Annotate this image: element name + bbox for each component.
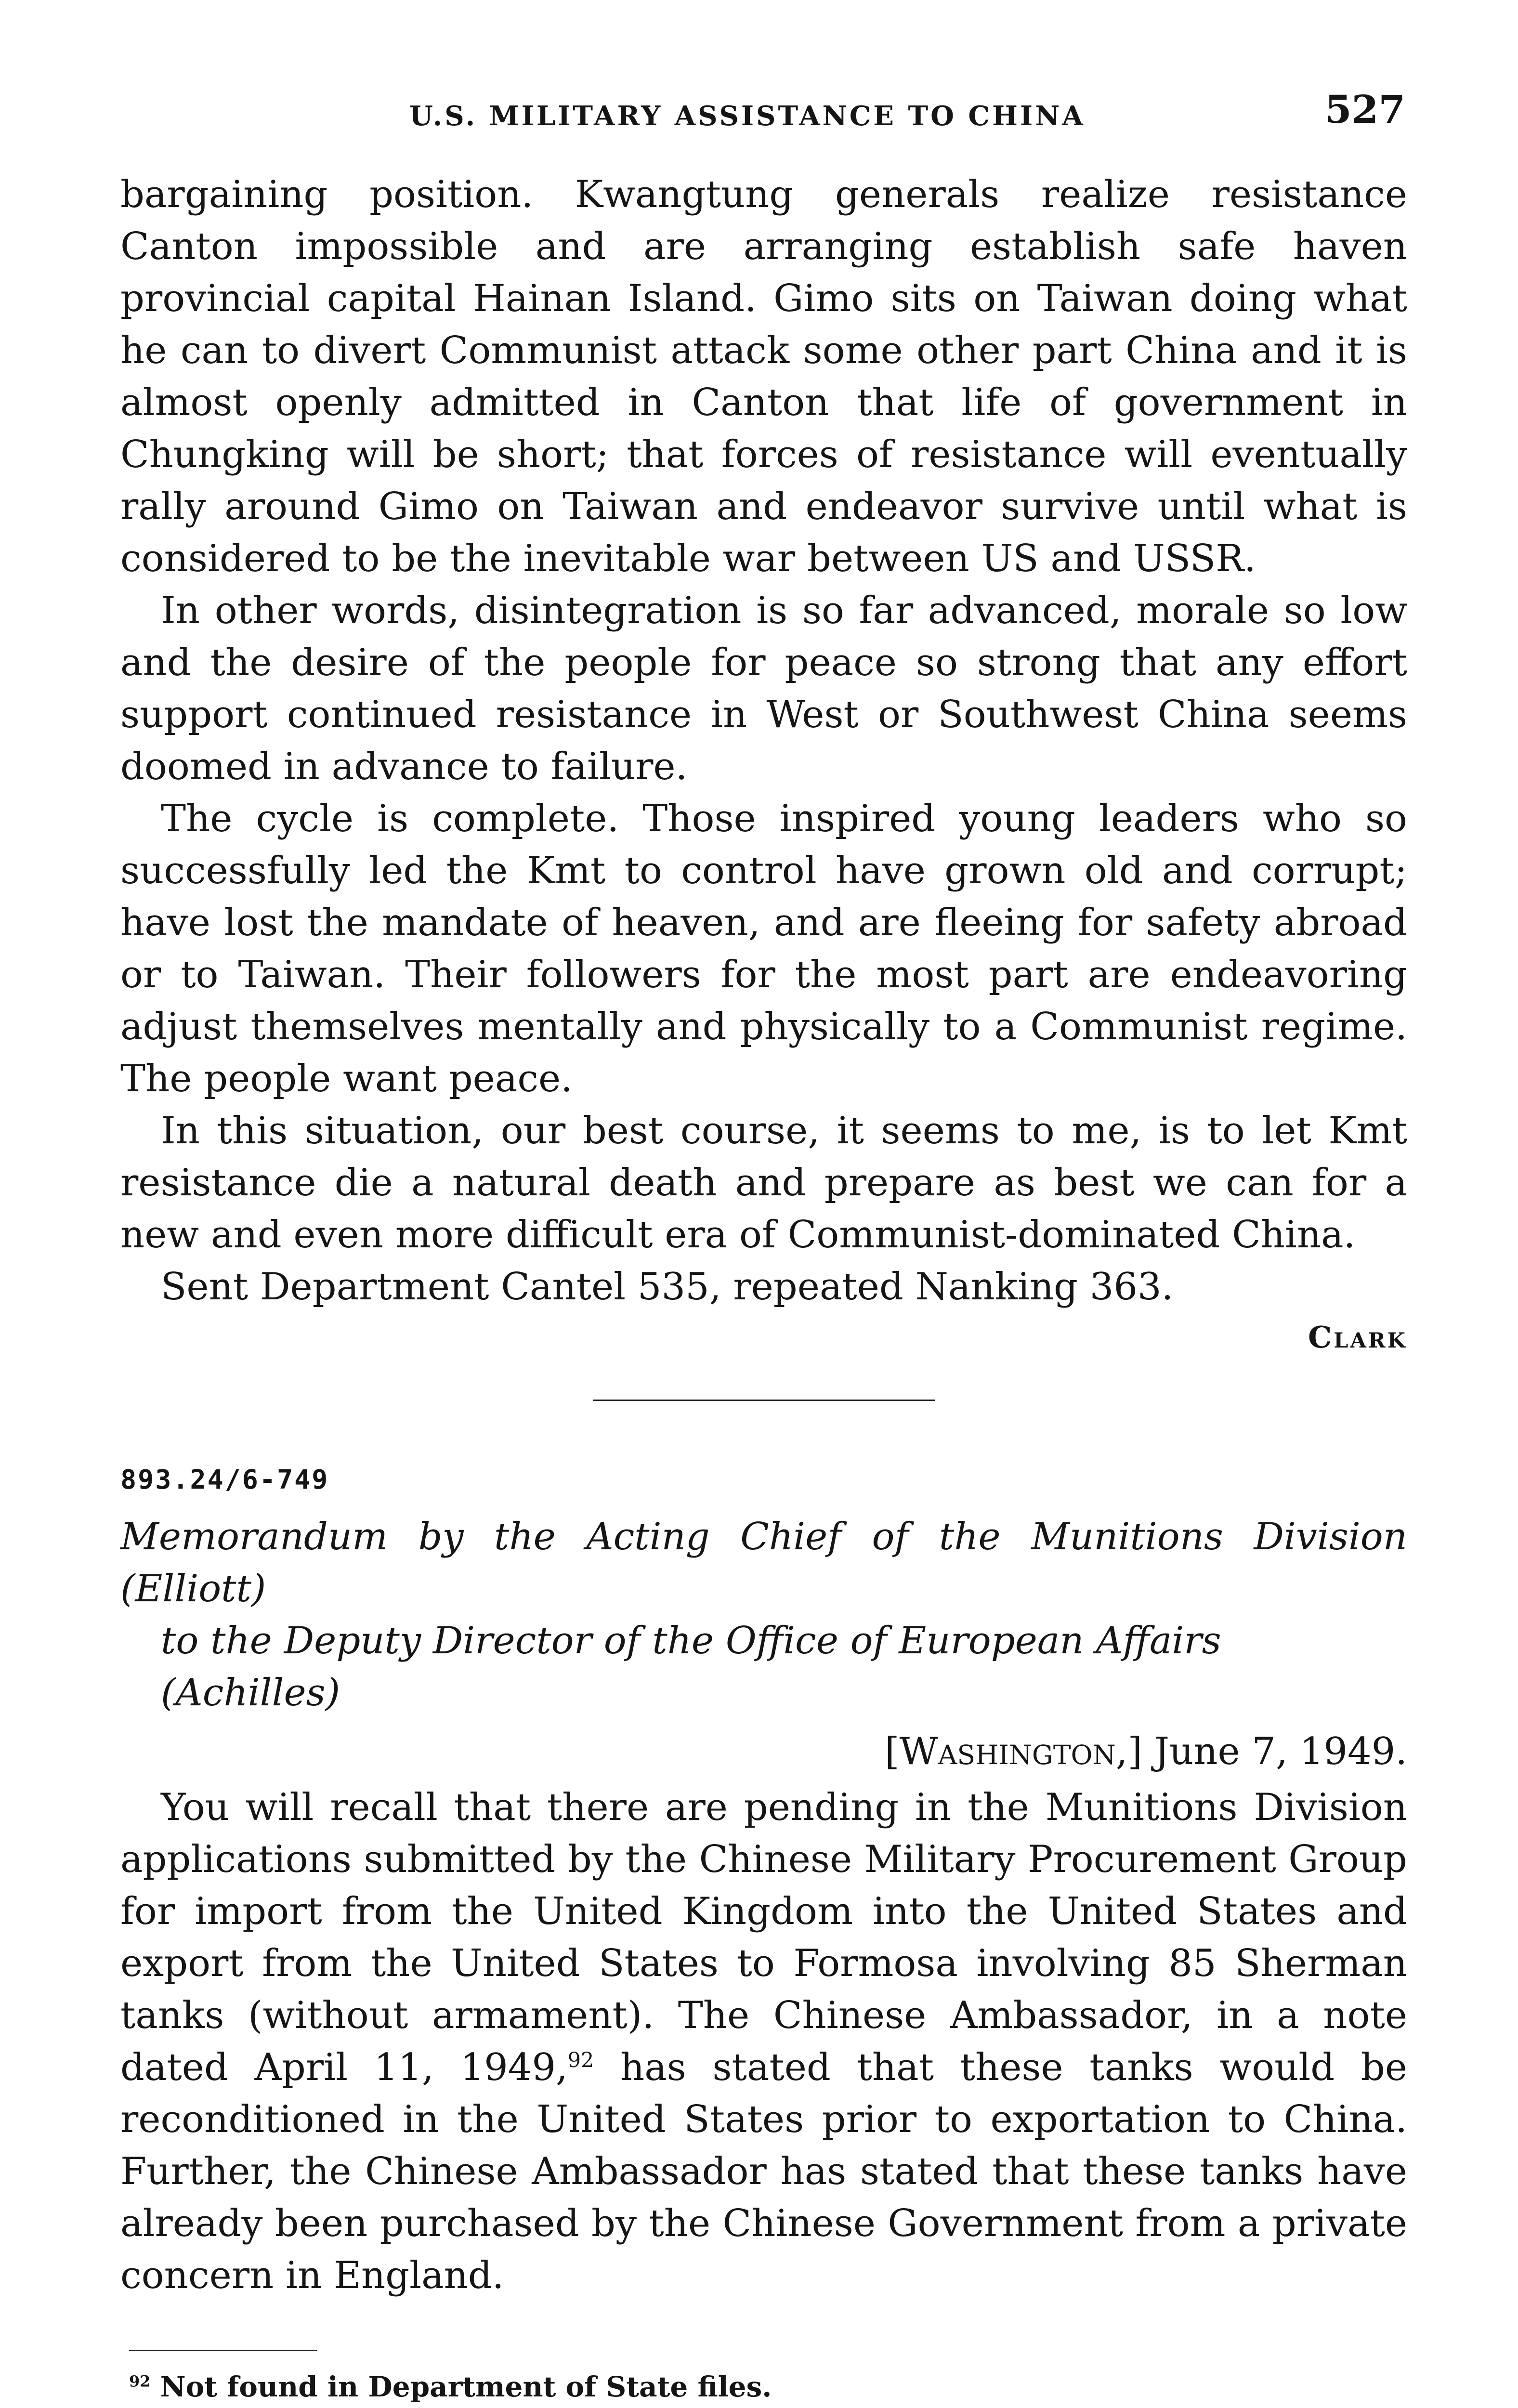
file-number: 893.24/6-749 (120, 1464, 329, 1495)
memo-date: June 7, 1949. (1154, 1730, 1407, 1773)
footnote (129, 2368, 1407, 2406)
running-head: U.S. MILITARY ASSISTANCE TO CHINA (409, 100, 1086, 132)
page-header (120, 87, 1407, 140)
memo-dateline (120, 1726, 1407, 1778)
section-divider (593, 1400, 935, 1401)
memo-body-part-2: has stated that these tanks would be reconditioned in the United States prior to exportation to China. Further, the Chinese Ambassador has stated that these tanks have already been purchased by the Chinese Government from a private concern in England. (120, 2046, 1407, 2297)
paragraph-3: The cycle is complete. Those inspired young leaders who so successfully led the Kmt to control have grown old and corrupt; have lost the mandate of heaven, and are fleeing for safety abroad or to Taiwan. Their followers for the most part are endeavoring adjust themselves mentally and physically to a Communist regime. The people want peace. (120, 797, 1407, 1100)
memo-place: [Washington,] (885, 1730, 1142, 1773)
paragraph-4: In this situation, our best course, it seems to me, is to let Kmt resistance die a natural death and prepare as best we can for a new and even more difficult era of Communist-dominated China. (120, 1109, 1407, 1256)
memo-body-part-1: You will recall that there are pending in the Munitions Division applications submitted by the Chinese Military Procurement Group for import from the United Kingdom into the United States and export from the United States to Formosa involving 85 Sherman tanks (without armament). The Chinese Ambassador, in a note dated April 11, 1949, (120, 1786, 1407, 2089)
memo-title-line-2: to the Deputy Director of the Office of European Affairs (161, 1619, 1221, 1662)
memo-body (120, 1781, 1407, 2302)
memo-title-line-3: (Achilles) (161, 1671, 340, 1714)
signature: Clark (1308, 1320, 1407, 1355)
footnote-reference: 92 (567, 2048, 594, 2072)
paragraph-5: Sent Department Cantel 535, repeated Nanking 363. (161, 1265, 1174, 1309)
paragraph-1: bargaining position. Kwangtung generals realize resistance Canton impossible and are arranging establish safe haven provincial capital Hainan Island. Gimo sits on Taiwan doing what he can to divert Communist attack some other part China and it is almost openly admitted in Canton that life of government in Chungking will be short; that forces of resistance will eventually rally around Gimo on Taiwan and endeavor survive until what is considered to be the inevitable war between US and USSR. (120, 173, 1407, 580)
memo-title (120, 1511, 1407, 1719)
footnote-rule (129, 2350, 317, 2351)
page-number: 527 (1325, 87, 1405, 132)
document-page (120, 87, 1407, 2408)
page-body (120, 169, 1407, 2406)
footnote-text: Not found in Department of State files. (160, 2370, 772, 2403)
paragraph-2: In other words, disintegration is so far advanced, morale so low and the desire of the people for peace so strong that any effort support continued resistance in West or Southwest China seems doomed in advance to failure. (120, 589, 1407, 788)
footnote-marker: 92 (129, 2372, 151, 2391)
memo-title-line-1: Memorandum by the Acting Chief of the Munitions Division (Elliott) (120, 1515, 1407, 1610)
